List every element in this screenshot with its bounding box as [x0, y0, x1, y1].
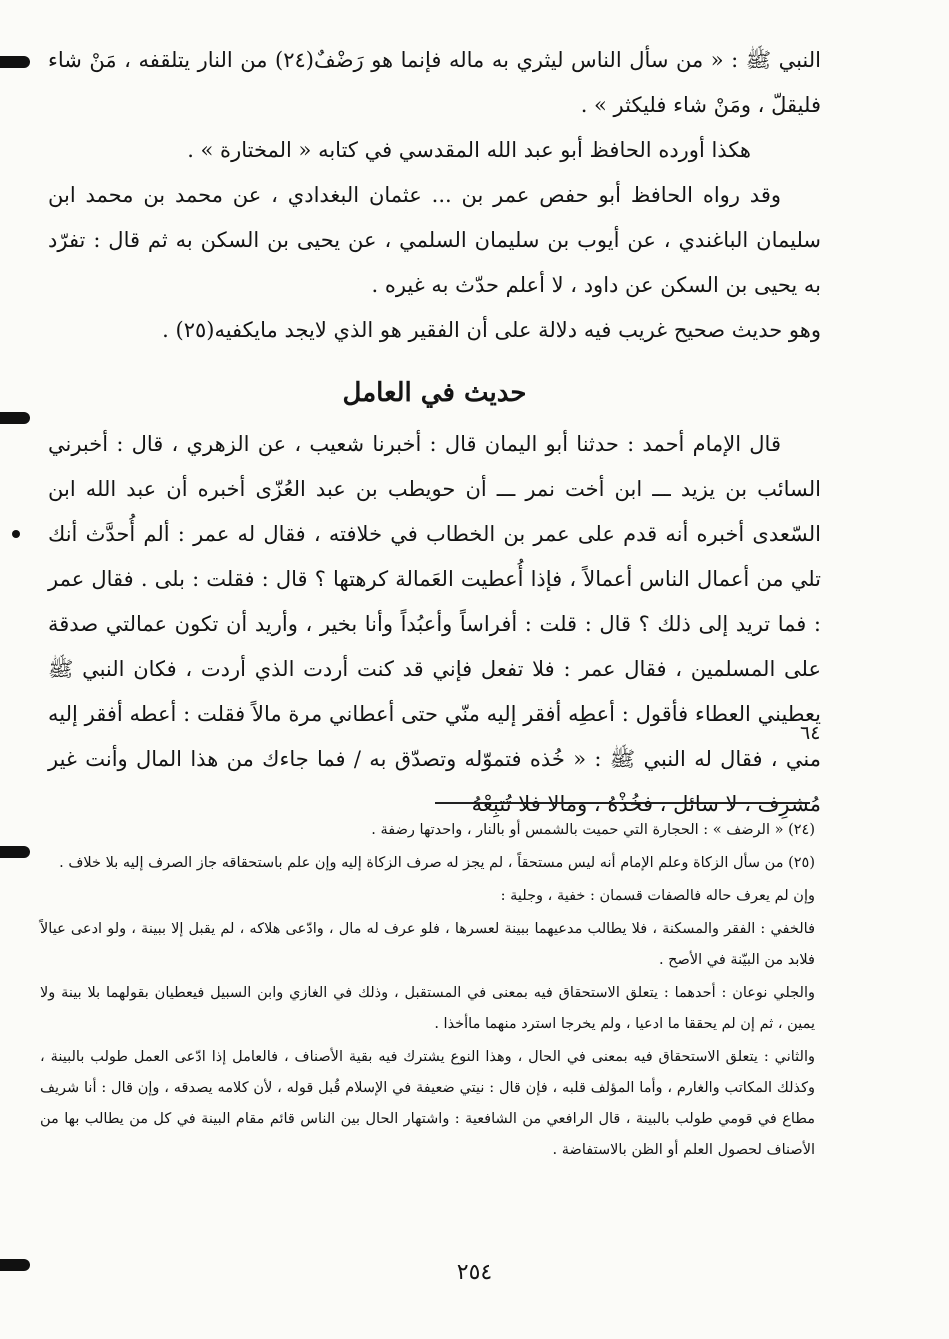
footnote-25-part-5: والثاني : يتعلق الاستحقاق فيه بمعنى في الحال ، وهذا النوع يشترك فيه بقية الأصناف ، فالعامل إذا ادّعى العمل طولب بالبينة ، وكذلك المكاتب والغارم ، وأما المؤلف قلبه ، فإن قال : نيتي ضعيفة في الإسلام قُبل قوله ، لأن كلامه يصدقه ، وإن قال : أنا شريف مطاع في قومي طولب بالبينة ، قال الرافعي من الشافعية : واشتهار الحال بين الناس قائم مقام البينة في كل من يطالب بها من الأصناف لحصول العلم أو الظن بالاستفاضة . — [40, 1049, 815, 1158]
main-paragraph-4: وهو حديث صحيح غريب فيه دلالة على أن الفقير هو الذي لايجد مايكفيه(٢٥) . — [162, 318, 821, 342]
footnote-separator — [435, 802, 810, 804]
scan-edge-mark — [0, 412, 30, 424]
section-heading: حديث في العامل — [342, 378, 527, 408]
main-paragraph-3: وقد رواه الحافظ أبو حفص عمر بن ... عثمان البغدادي ، عن محمد بن محمد ابن سليمان الباغندي ، عن أيوب بن سليمان السلمي ، عن يحيى بن السكن به ثم قال : تفرّد به يحيى بن السكن عن داود ، لا أعلم حدّث به غيره . — [48, 183, 821, 297]
page-number: ٢٥٤ — [456, 1260, 493, 1285]
footnote-25-part-4: والجلي نوعان : أحدهما : يتعلق الاستحقاق فيه بمعنى في المستقبل ، وذلك في الغازي وابن السبيل فيعطيان بقولهما بلا بينة ولا يمين ، ثم إن لم يحققا ما ادعيا ، ولم يخرجا استرد منهما ماأخذا . — [40, 985, 815, 1032]
section-text-block — [48, 422, 821, 827]
footnote-24: (٢٤) « الرضف » : الحجارة التي حميت بالشمس أو بالنار ، واحدتها رضفة . — [371, 822, 815, 838]
main-paragraph-1: النبي ﷺ : « من سأل الناس ليثري به ماله فإنما هو رَضْفٌ(٢٤) من النار يتلقفه ، مَنْ شاء فليقلّ ، ومَنْ شاء فليكثر » . — [48, 48, 821, 117]
scan-dot-mark — [12, 530, 20, 538]
footnote-25-part-2: وإن لم يعرف حاله فالصفات قسمان : خفية ، وجلية : — [500, 888, 815, 904]
footnote-25: (٢٥) من سأل الزكاة وعلم الإمام أنه ليس مستحقاً ، لم يجز له صرف الزكاة إليه وإن علم باستحقاقه جاز الصرف إليه بلا خلاف . — [59, 855, 815, 871]
margin-page-reference: ٦٤ — [800, 722, 821, 744]
scan-edge-mark — [0, 56, 30, 68]
main-text-block — [48, 38, 821, 353]
main-paragraph-2: هكذا أورده الحافظ أبو عبد الله المقدسي في كتابه « المختارة » . — [187, 138, 751, 162]
section-paragraph-1: قال الإمام أحمد : حدثنا أبو اليمان قال : أخبرنا شعيب ، عن الزهري ، قال : أخبرني السائب بن يزيد ـــ ابن أخت نمر ـــ أن حويطب بن عبد العُزّى أخبره أن عبد الله ابن السّعدى أخبره أنه قدم على عمر بن الخطاب في خلافته ، فقال له عمر : ألم أُحدَّث أنك تلي من أعمال الناس أعمالاً ، فإذا أُعطيت العَمالة كرهتها ؟ قال : فقلت : بلى . فقال عمر : فما تريد إلى ذلك ؟ قال : قلت : أفراساً وأعبُداً وأنا بخير ، وأريد أن تكون عمالتي صدقة على المسلمين ، فقال عمر : فلا تفعل فإني قد كنت أردت الذي أردت ، فكان النبي ﷺ يعطيني العطاء فأقول : أعطِه أفقر إليه منّي حتى أعطاني مرة مالاً فقلت : أعطه أفقر إليه مني ، فقال له النبي ﷺ : « خُذه فتموّله وتصدّق به / فما جاءك من هذا المال وأنت غير مُشرِف ، لا سائل ، فخُذْهُ ، ومالا فلا تُتبِعْهُ — [48, 432, 821, 816]
scan-edge-mark — [0, 846, 30, 858]
footnotes-block — [40, 815, 815, 1168]
footnote-25-part-3: فالخفي : الفقر والمسكنة ، فلا يطالب مدعيهما ببينة لعسرها ، فلو عرف له مال ، وادّعى هلاكه ، لم يقبل إلا ببينة ، ولو ادعى عيالاً فلابد من البيّنة في الأصح . — [40, 921, 815, 968]
